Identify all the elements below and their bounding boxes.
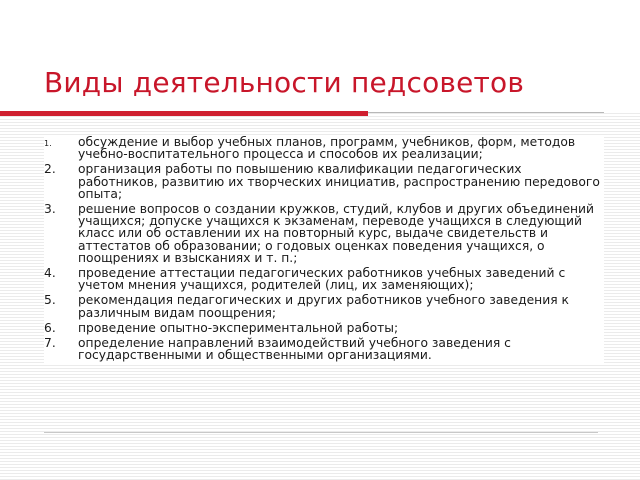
list-item-text: проведение аттестации педагогических работников учебных заведений с учетом мнения учащихся, родителей (лиц, их заменяющих); [78, 266, 566, 293]
list-item-number: 6. [44, 320, 56, 335]
list-item-number: 7. [44, 336, 56, 351]
title-area [0, 0, 640, 112]
list-item-text: рекомендация педагогических и других работников учебного заведения к различным видам поощрения; [78, 293, 569, 320]
list-item [44, 267, 604, 291]
list-item [44, 322, 604, 334]
list-item-text: организация работы по повышению квалификации педагогических работников, развитию их творческих инициатив, распространению передового опыта; [78, 162, 600, 201]
list-item [44, 337, 604, 361]
list-item [44, 294, 604, 318]
list-item-text: определение направлений взаимодействий учебного заведения с государственными и общественными организациями. [78, 336, 511, 363]
list-item-text: решение вопросов о создании кружков, студий, клубов и других объединений учащихся; допуске учащихся к экзаменам, переводе учащихся в следующий класс или об оставлении их на повторный курс, выдаче свидетельств и аттестатов об образовании; о годовых оценках поведения учащихся, о поощрениях и взысканиях и т. п.; [78, 202, 595, 265]
slide-title: Виды деятельности педсоветов [44, 66, 525, 99]
list-item [44, 203, 604, 264]
activity-list [44, 136, 604, 364]
bottom-divider-line [44, 432, 598, 433]
title-accent-bar [0, 111, 368, 116]
list-item-number: 2. [44, 162, 56, 177]
list-item-text: обсуждение и выбор учебных планов, программ, учебников, форм, методов учебно-воспитательного процесса и способов их реализации; [78, 135, 576, 162]
list-item-text: проведение опытно-экспериментальной работы; [78, 320, 399, 335]
list-item [44, 136, 604, 160]
list-item-number: 3. [44, 202, 56, 217]
list-item [44, 163, 604, 200]
list-item-number: 1. [44, 139, 52, 148]
title-divider-line [368, 112, 604, 113]
list-item-number: 5. [44, 293, 56, 308]
list-item-number: 4. [44, 266, 56, 281]
